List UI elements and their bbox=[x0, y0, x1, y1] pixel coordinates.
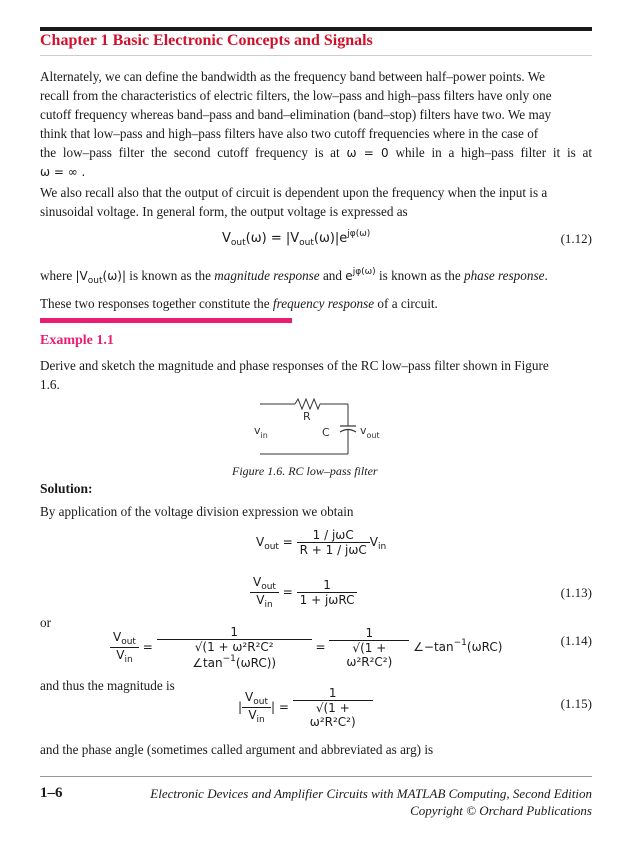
phase-intro: and the phase angle (sometimes called argument and abbreviated as arg) is bbox=[40, 742, 434, 757]
vin-label: $v_{in}$ bbox=[254, 424, 268, 440]
equation-number: (1.15) bbox=[560, 696, 592, 711]
equation-voltage-division: $V_{out}$ = $\frac{\text{1 / jωC}}{\text{R + 1 / jωC}}$ $V_{in}$ bbox=[256, 528, 387, 557]
resistor-symbol bbox=[295, 399, 320, 409]
equation-1-13: $\frac{V_{out}}{V_{in}}$ = $\frac{1}{\text{1 + jωRC}}$ bbox=[250, 575, 357, 610]
text-line: Alternately, we can define the bandwidth as the frequency band between half–power points. We bbox=[40, 69, 546, 84]
text-line: Derive and sketch the magnitude and phase responses of the RC low–pass filter shown in Figure bbox=[40, 358, 549, 373]
footer-rule bbox=[40, 776, 592, 777]
phase-response-term: phase response bbox=[463, 268, 545, 283]
example-text bbox=[40, 356, 592, 394]
text-line: the low–pass filter the second cutoff frequency is at ω = 0 while in a high–pass filter it is at bbox=[40, 145, 593, 160]
text-line: sinusoidal voltage. In general form, the output voltage is expressed as bbox=[40, 204, 408, 219]
equation-1-12: $V_{out}(\omega) = |V_{out}(\omega)|e^{j\varphi(\omega)}$ bbox=[222, 229, 371, 248]
paragraph-output bbox=[40, 183, 592, 221]
equation-1-14: $\frac{V_{out}}{V_{in}}$ = $\frac{1}{√(1 + \omega^2R^2C^2 \angle\tan^{-1}(\omega RC))}$ = $\frac{1}{\text{√(1 + ω²R²C²)}}$ $\angle-\tan^{-1}(\omega RC)$ bbox=[110, 625, 502, 670]
equation-number: (1.14) bbox=[560, 633, 592, 648]
omega-infinity: ω = ∞ . bbox=[40, 165, 86, 179]
example-title: Example 1.1 bbox=[40, 333, 114, 348]
chapter-rule bbox=[40, 55, 592, 56]
equation-number: (1.12) bbox=[560, 231, 592, 246]
frequency-response-term: frequency response bbox=[272, 296, 375, 311]
text-line: These two responses together constitute the frequency response of a circuit. bbox=[40, 296, 438, 311]
page-number: 1–6 bbox=[40, 785, 63, 801]
text-line: think that low–pass and high–pass filters have also two cutoff frequencies where in the case of bbox=[40, 126, 539, 141]
magnitude-response-term: magnitude response bbox=[214, 268, 320, 283]
figure-caption: Figure 1.6. RC low–pass filter bbox=[232, 464, 378, 478]
book-title: Electronic Devices and Amplifier Circuits with MATLAB Computing, Second Edition bbox=[150, 786, 592, 801]
equation-number: (1.13) bbox=[560, 585, 592, 600]
text-line: cutoff frequency whereas band–pass and band–elimination (band–stop) filters have two. We may bbox=[40, 107, 552, 122]
or-label: or bbox=[40, 615, 51, 630]
footer-credits bbox=[150, 785, 592, 819]
solution-heading: Solution: bbox=[40, 481, 93, 496]
text-line: recall from the characteristics of electric filters, the low–pass and high–pass filters have only one bbox=[40, 88, 552, 103]
vout-label: $v_{out}$ bbox=[360, 424, 380, 440]
paragraph-bandwidth bbox=[40, 67, 592, 182]
paragraph-responses bbox=[40, 263, 592, 313]
magnitude-intro: and thus the magnitude is bbox=[40, 678, 175, 693]
text-line: 1.6. bbox=[40, 377, 60, 392]
chapter-title: Chapter 1 Basic Electronic Concepts and Signals bbox=[40, 32, 373, 49]
text-line: where $|V_{out}(\omega)|$ is known as the magnitude response and $e^{j\varphi(\omega)}$ is known as the phase response. bbox=[40, 267, 548, 286]
rc-circuit-diagram bbox=[240, 396, 410, 462]
solution-intro: By application of the voltage division expression we obtain bbox=[40, 504, 354, 519]
text-line: We also recall also that the output of circuit is dependent upon the frequency when the input is a bbox=[40, 185, 548, 200]
equation-1-15: | $\frac{V_{out}}{V_{in}}$ | = $\frac{1}{\text{√(1 + ω²R²C²)}}$ bbox=[238, 686, 373, 729]
resistor-label: R bbox=[303, 410, 311, 423]
top-rule bbox=[40, 27, 592, 31]
example-divider bbox=[40, 318, 292, 323]
copyright: Copyright © Orchard Publications bbox=[410, 803, 592, 818]
omega-zero: ω = 0 bbox=[346, 146, 389, 160]
capacitor-label: C bbox=[322, 426, 330, 439]
